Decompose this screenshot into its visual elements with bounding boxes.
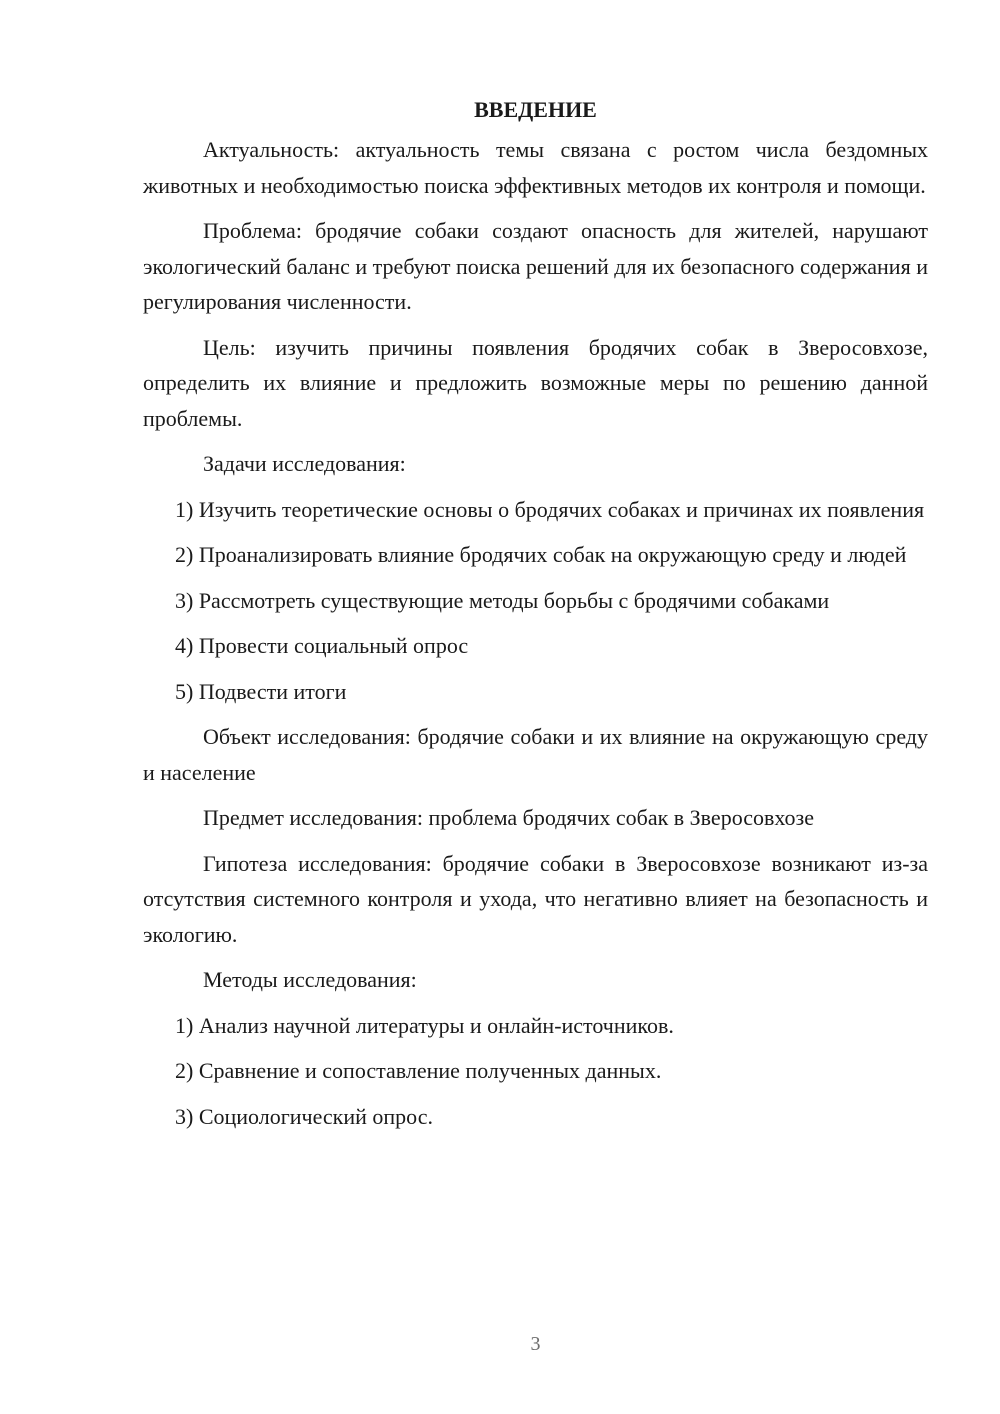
goal-paragraph: Цель: изучить причины появления бродячих собак в Зверосовхозе, определить их влияние и предложить возможные меры по решению данной проблемы. bbox=[143, 334, 928, 431]
task-item: 3) Рассмотреть существующие методы борьбы с бродячими собаками bbox=[175, 587, 830, 613]
methods-title: Методы исследования: bbox=[203, 967, 417, 992]
tasks-title: Задачи исследования: bbox=[203, 451, 406, 476]
problem-paragraph: Проблема: бродячие собаки создают опасность для жителей, нарушают экологический баланс и требуют поиска решений для их безопасного содержания и регулирования численности. bbox=[143, 218, 928, 314]
method-item: 2) Сравнение и сопоставление полученных данных. bbox=[175, 1058, 662, 1083]
task-item: 2) Проанализировать влияние бродячих собак на окружающую среду и людей bbox=[175, 542, 907, 567]
hypothesis-paragraph: Гипотеза исследования: бродячие собаки в Зверосовхозе возникают из-за отсутствия системного контроля и ухода, что негативно влияет на безопасность и экологию. bbox=[143, 850, 928, 947]
section-heading: ВВЕДЕНИЕ bbox=[474, 97, 597, 122]
task-item: 5) Подвести итоги bbox=[175, 678, 347, 704]
page-number: 3 bbox=[530, 1333, 541, 1355]
method-item: 1) Анализ научной литературы и онлайн-источников. bbox=[175, 1012, 674, 1038]
method-item: 3) Социологический опрос. bbox=[175, 1103, 433, 1129]
subject-paragraph: Предмет исследования: проблема бродячих собак в Зверосовхозе bbox=[203, 805, 815, 830]
task-item: 1) Изучить теоретические основы о бродячих собаках и причинах их появления bbox=[175, 496, 925, 522]
object-paragraph: Объект исследования: бродячие собаки и их влияние на окружающую среду и население bbox=[143, 724, 928, 785]
relevance-paragraph: Актуальность: актуальность темы связана с ростом числа бездомных животных и необходимостью поиска эффективных методов их контроля и помощи. bbox=[143, 137, 928, 198]
task-item: 4) Провести социальный опрос bbox=[175, 633, 469, 658]
document-page bbox=[143, 92, 928, 1144]
